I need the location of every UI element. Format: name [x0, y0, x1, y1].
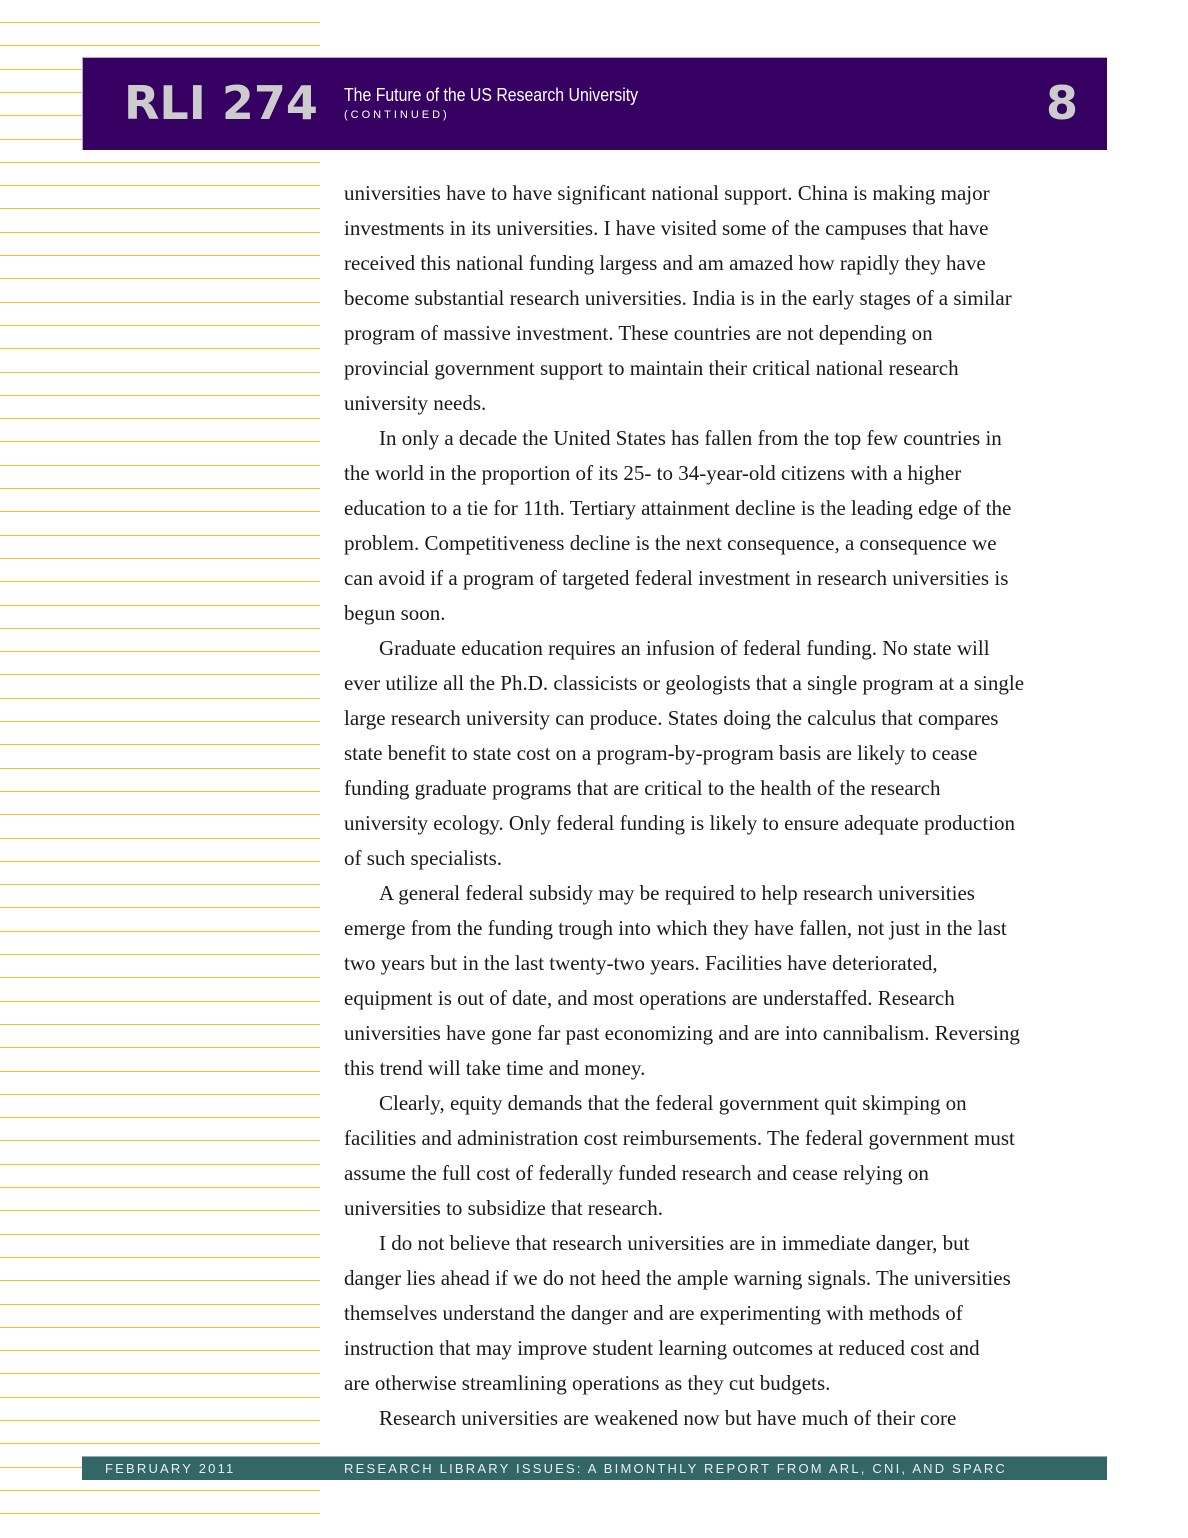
text-line: equipment is out of date, and most operations are understaffed. Research — [344, 986, 955, 1010]
text-line: problem. Competitiveness decline is the next consequence, a consequence we — [344, 531, 997, 555]
margin-rule — [0, 954, 320, 955]
margin-rule — [0, 1397, 320, 1398]
text-line: large research university can produce. States doing the calculus that compares — [344, 706, 999, 730]
margin-rule — [0, 418, 320, 419]
text-line: In only a decade the United States has fallen from the top few countries in — [379, 426, 1002, 450]
text-line: facilities and administration cost reimbursements. The federal government must — [344, 1126, 1015, 1150]
margin-rule — [0, 744, 320, 745]
text-line: this trend will take time and money. — [344, 1056, 646, 1080]
margin-rule — [0, 302, 320, 303]
paragraph — [344, 631, 1114, 876]
margin-rule — [0, 1373, 320, 1374]
text-line: ever utilize all the Ph.D. classicists or geologists that a single program at a single — [344, 671, 1025, 695]
margin-rule — [0, 278, 320, 279]
margin-rule — [0, 1071, 320, 1072]
margin-rule — [0, 1304, 320, 1305]
text-line: Clearly, equity demands that the federal government quit skimping on — [379, 1091, 967, 1115]
text-line: provincial government support to maintain their critical national research — [344, 356, 959, 380]
margin-rule — [0, 838, 320, 839]
margin-rule — [0, 907, 320, 908]
page-footer — [82, 1456, 1107, 1480]
margin-rule — [0, 162, 320, 163]
margin-rules — [0, 0, 320, 1538]
text-line: program of massive investment. These countries are not depending on — [344, 321, 933, 345]
text-line: universities have to have significant national support. China is making major — [344, 181, 990, 205]
text-line: danger lies ahead if we do not heed the ample warning signals. The universities — [344, 1266, 1011, 1290]
text-line: investments in its universities. I have visited some of the campuses that have — [344, 216, 989, 240]
margin-rule — [0, 185, 320, 186]
margin-rule — [0, 1350, 320, 1351]
margin-rule — [0, 884, 320, 885]
text-line: A general federal subsidy may be required to help research universities — [379, 881, 975, 905]
margin-rule — [0, 465, 320, 466]
paragraph — [344, 876, 1114, 1086]
text-line: education to a tie for 11th. Tertiary attainment decline is the leading edge of the — [344, 496, 1012, 520]
margin-rule — [0, 488, 320, 489]
margin-rule — [0, 208, 320, 209]
margin-rule — [0, 628, 320, 629]
text-line: are otherwise streamlining operations as they cut budgets. — [344, 1371, 831, 1395]
text-line: funding graduate programs that are critical to the health of the research — [344, 776, 941, 800]
text-line: university needs. — [344, 391, 487, 415]
margin-rule — [0, 22, 320, 23]
margin-rule — [0, 1420, 320, 1421]
article-title: The Future of the US Research University — [344, 85, 639, 105]
margin-rule — [0, 791, 320, 792]
page-header — [82, 57, 1107, 150]
paragraph — [344, 1086, 1114, 1226]
margin-rule — [0, 861, 320, 862]
margin-rule — [0, 977, 320, 978]
paragraph — [344, 176, 1114, 421]
margin-rule — [0, 395, 320, 396]
margin-rule — [0, 1234, 320, 1235]
text-line: of such specialists. — [344, 846, 503, 870]
margin-rule — [0, 255, 320, 256]
margin-rule — [0, 535, 320, 536]
margin-rule — [0, 558, 320, 559]
text-line: universities to subsidize that research. — [344, 1196, 663, 1220]
paragraph — [344, 421, 1114, 631]
paragraph — [344, 1226, 1114, 1401]
text-line: instruction that may improve student learning outcomes at reduced cost and — [344, 1336, 980, 1360]
margin-rule — [0, 698, 320, 699]
margin-rule — [0, 931, 320, 932]
text-line: themselves understand the danger and are experimenting with methods of — [344, 1301, 963, 1325]
margin-rule — [0, 721, 320, 722]
margin-rule — [0, 232, 320, 233]
margin-rule — [0, 45, 320, 46]
text-line: received this national funding largess and am amazed how rapidly they have — [344, 251, 986, 275]
margin-rule — [0, 1117, 320, 1118]
margin-rule — [0, 1443, 320, 1444]
text-line: I do not believe that research universities are in immediate danger, but — [379, 1231, 970, 1255]
margin-rule — [0, 768, 320, 769]
margin-rule — [0, 1164, 320, 1165]
margin-rule — [0, 674, 320, 675]
margin-rule — [0, 511, 320, 512]
margin-rule — [0, 1094, 320, 1095]
margin-rule — [0, 1210, 320, 1211]
text-line: universities have gone far past economizing and are into cannibalism. Reversing — [344, 1021, 1020, 1045]
text-line: the world in the proportion of its 25- to 34-year-old citizens with a higher — [344, 461, 962, 485]
text-line: begun soon. — [344, 601, 446, 625]
series-number: RLI 274 — [124, 76, 318, 130]
text-line: can avoid if a program of targeted federal investment in research universities is — [344, 566, 1009, 590]
text-line: Research universities are weakened now but have much of their core — [379, 1406, 957, 1430]
margin-rule — [0, 1047, 320, 1048]
text-line: emerge from the funding trough into which they have fallen, not just in the last — [344, 916, 1007, 940]
margin-rule — [0, 1187, 320, 1188]
margin-rule — [0, 651, 320, 652]
margin-rule — [0, 441, 320, 442]
issue-date: FEBRUARY 2011 — [105, 1461, 236, 1476]
text-line: university ecology. Only federal funding is likely to ensure adequate production — [344, 811, 1016, 835]
text-line: Graduate education requires an infusion of federal funding. No state will — [379, 636, 990, 660]
text-line: assume the full cost of federally funded research and cease relying on — [344, 1161, 929, 1185]
margin-rule — [0, 1490, 320, 1491]
margin-rule — [0, 581, 320, 582]
margin-rule — [0, 1513, 320, 1514]
page-number: 8 — [1045, 76, 1078, 130]
continued-label: (CONTINUED) — [344, 109, 450, 121]
publication-name: RESEARCH LIBRARY ISSUES: A BIMONTHLY REPORT FROM ARL, CNI, AND SPARC — [344, 1461, 1007, 1476]
margin-rule — [0, 1024, 320, 1025]
text-line: become substantial research universities. India is in the early stages of a similar — [344, 286, 1012, 310]
margin-rule — [0, 325, 320, 326]
margin-rule — [0, 1280, 320, 1281]
paragraph — [344, 1401, 1114, 1436]
margin-rule — [0, 348, 320, 349]
margin-rule — [0, 1001, 320, 1002]
margin-rule — [0, 1327, 320, 1328]
margin-rule — [0, 605, 320, 606]
article-body — [344, 176, 1114, 1436]
text-line: two years but in the last twenty-two years. Facilities have deteriorated, — [344, 951, 938, 975]
margin-rule — [0, 1140, 320, 1141]
text-line: state benefit to state cost on a program-by-program basis are likely to cease — [344, 741, 978, 765]
margin-rule — [0, 1257, 320, 1258]
margin-rule — [0, 372, 320, 373]
margin-rule — [0, 814, 320, 815]
